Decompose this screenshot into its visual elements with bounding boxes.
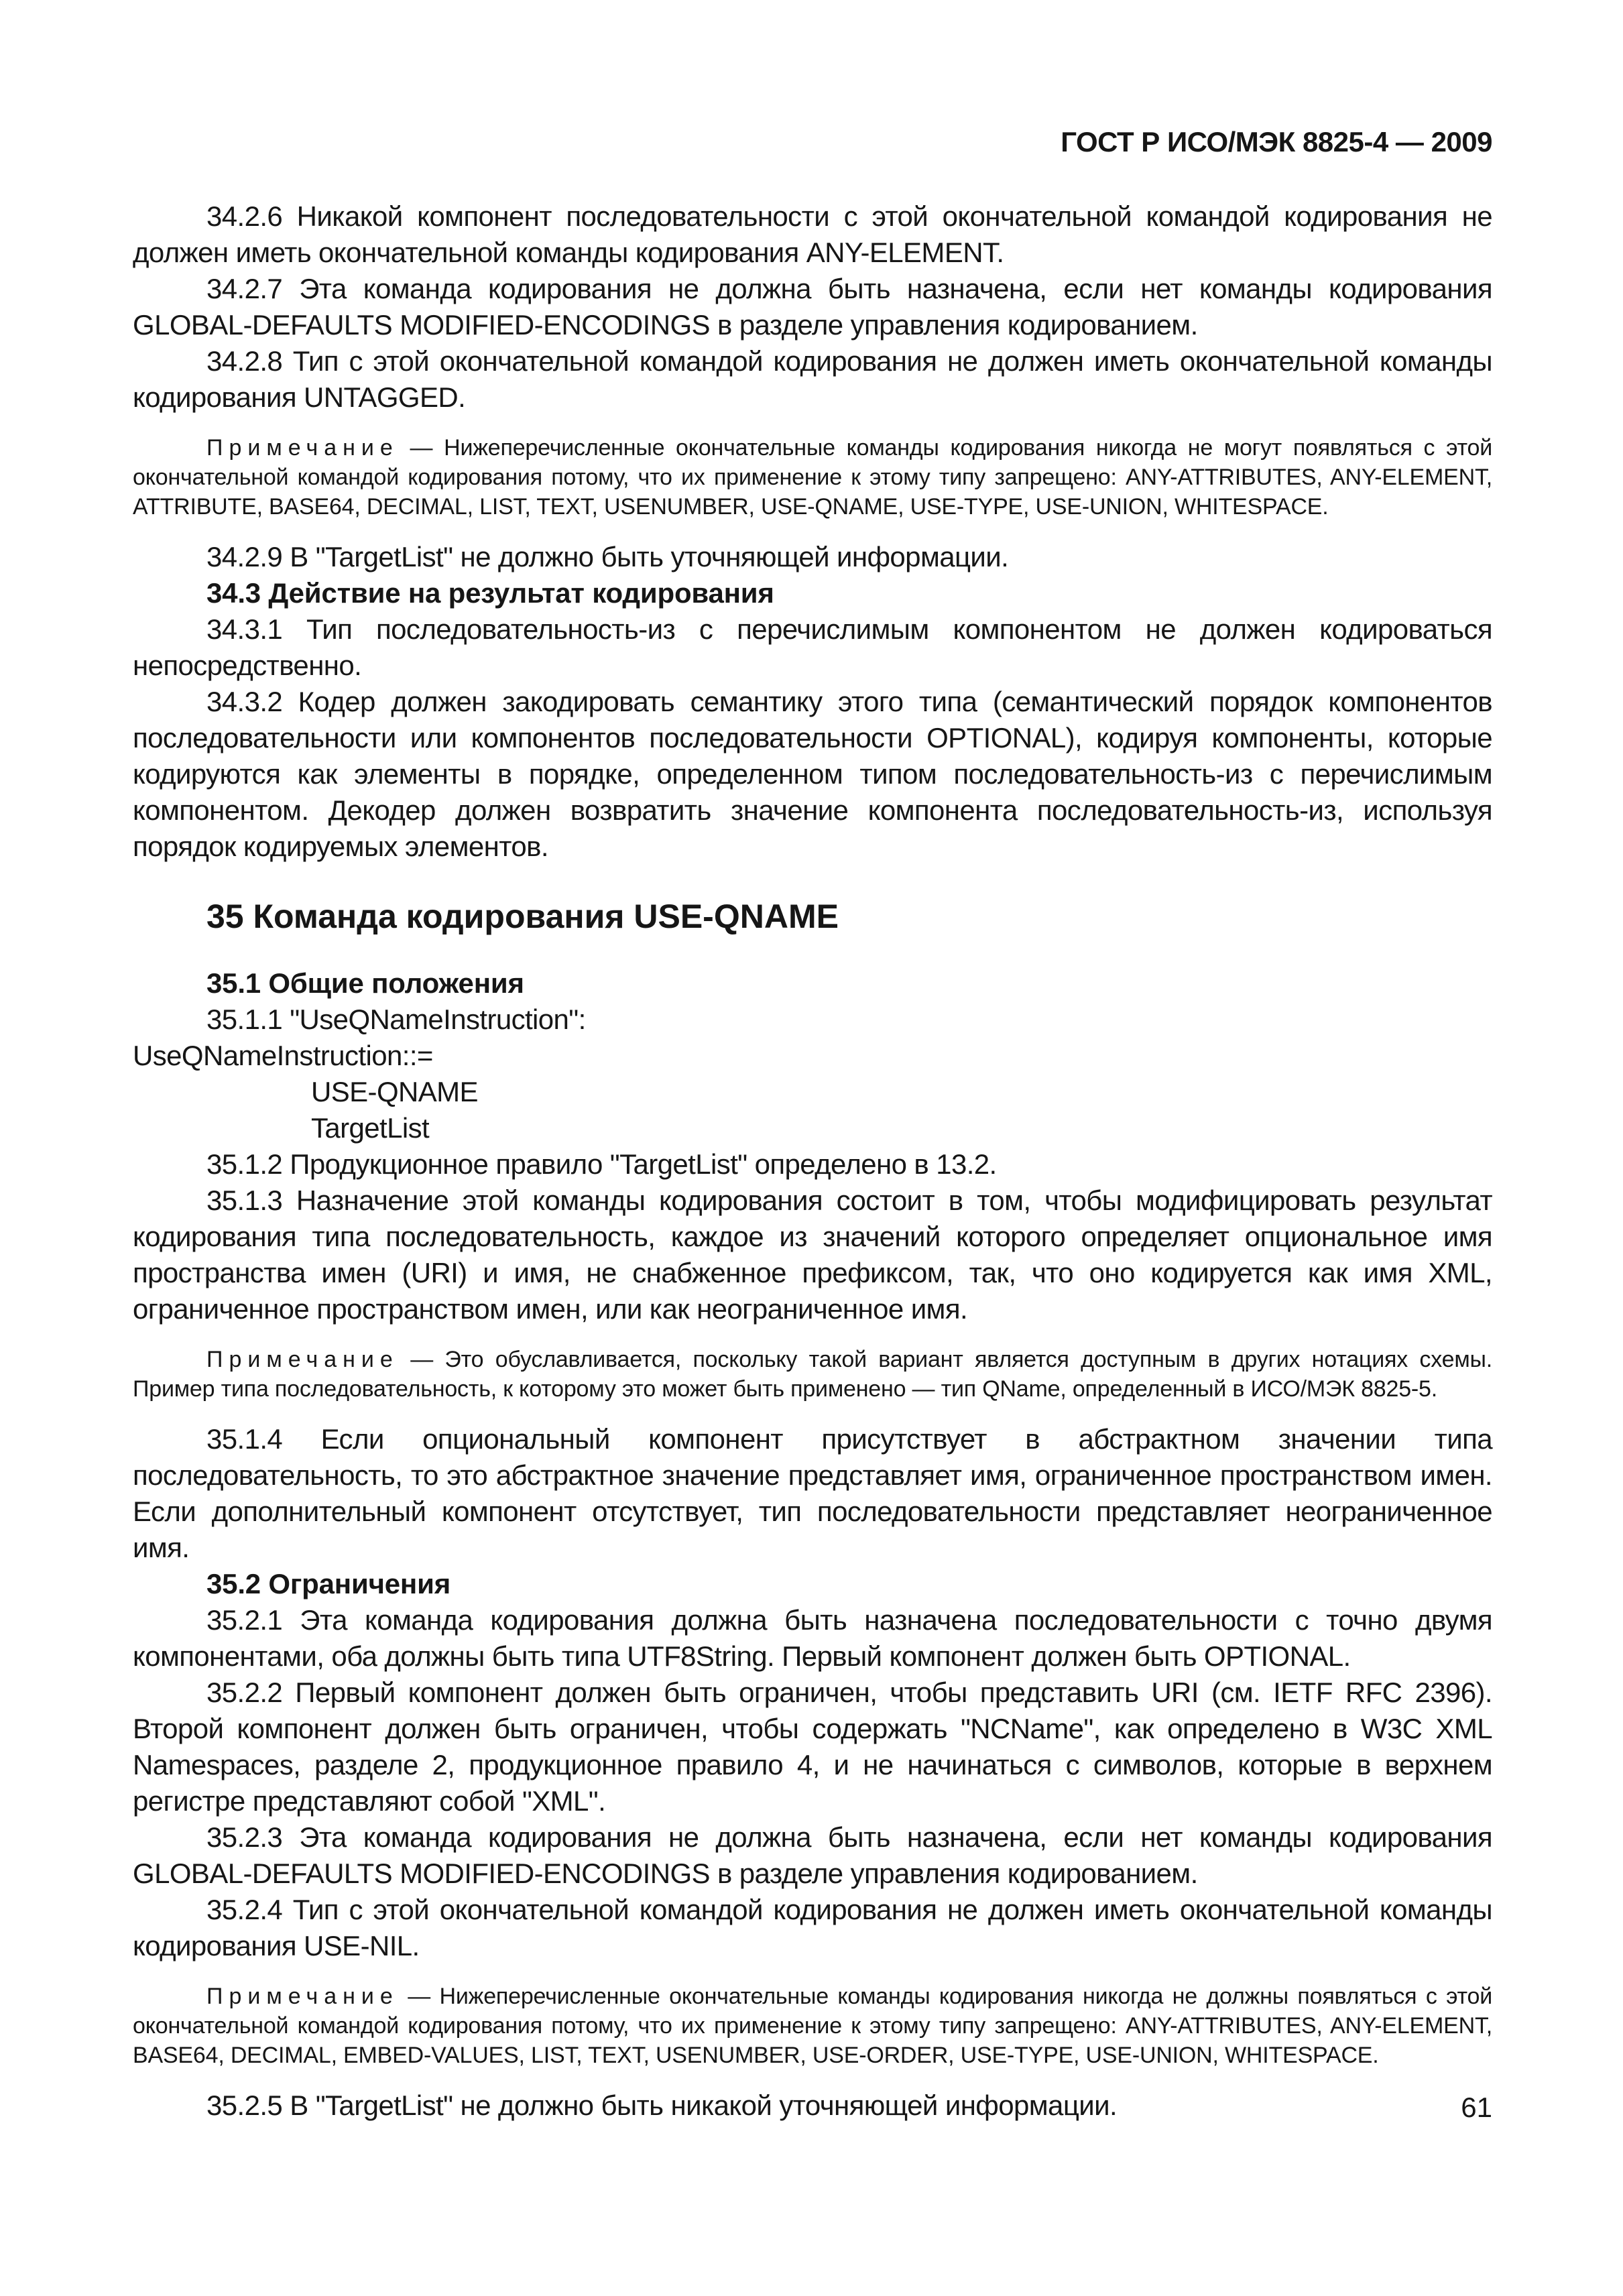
note-1: [133, 433, 1492, 522]
heading-35-2: 35.2 Ограничения: [206, 1568, 451, 1599]
code-line-1: UseQNameInstruction::=: [133, 1040, 433, 1071]
paragraph-34-2-9: 34.2.9 В "TargetList" не должно быть уточняющей информации.: [206, 541, 1009, 572]
note-2: [133, 1345, 1492, 1404]
document-header: ГОСТ Р ИСО/МЭК 8825-4 — 2009: [1061, 126, 1492, 158]
note-text: — Это обуславливается, поскольку такой вариант является доступным в других нотациях схемы. Пример типа последовательность, к которому это может быть применено — тип QName, определенный в ИСО/МЭК 8825-5.: [133, 1347, 1492, 1402]
paragraph-35-1-3: 35.1.3 Назначение этой команды кодирования состоит в том, чтобы модифицировать результат кодирования типа последовательность, каждое из значений которого определяет опциональное имя пространства имен (URI) и имя, не снабженное префиксом, так, что оно кодируется как имя XML, ограниченное пространством имен, или как неограниченное имя.: [133, 1185, 1492, 1325]
note-label: Примечание: [206, 1984, 399, 2009]
paragraph-35-2-3: 35.2.3 Эта команда кодирования не должна быть назначена, если нет команды кодирования GLOBAL-DEFAULTS MODIFIED-ENCODINGS в разделе управления кодированием.: [133, 1821, 1492, 1889]
paragraph-35-2-5: 35.2.5 В "TargetList" не должно быть никакой уточняющей информации.: [206, 2090, 1118, 2121]
paragraph-34-2-6: 34.2.6 Никакой компонент последовательности с этой окончательной командой кодирования не должен иметь окончательной команды кодирования ANY-ELEMENT.: [133, 200, 1492, 268]
section-heading-35: 35 Команда кодирования USE-QNAME: [206, 898, 839, 935]
document-body: [133, 198, 1492, 2124]
code-line-3: TargetList: [311, 1112, 430, 1144]
document-page: [133, 0, 1492, 2296]
paragraph-35-1-4: 35.1.4 Если опциональный компонент присутствует в абстрактном значении типа последовательность, то это абстрактное значение представляет имя, ограниченное пространством имен. Если дополнительный компонент отсутствует, тип последовательности представляет неограниченное имя.: [133, 1423, 1492, 1563]
paragraph-34-2-7: 34.2.7 Эта команда кодирования не должна быть назначена, если нет команды кодирования GLOBAL-DEFAULTS MODIFIED-ENCODINGS в разделе управления кодированием.: [133, 273, 1492, 341]
paragraph-34-3-2: 34.3.2 Кодер должен закодировать семантику этого типа (семантический порядок компонентов последовательности или компонентов последовательности OPTIONAL), кодируя компоненты, которые кодируются как элементы в порядке, определенном типом последовательность-из с перечислимым компонентом. Декодер должен возвратить значение компонента последовательность-из, используя порядок кодируемых элементов.: [133, 686, 1492, 862]
note-label: Примечание: [206, 1347, 399, 1372]
page-number: 61: [1461, 2092, 1492, 2123]
heading-34-3: 34.3 Действие на результат кодирования: [206, 577, 774, 609]
paragraph-35-2-2: 35.2.2 Первый компонент должен быть ограничен, чтобы представить URI (см. IETF RFC 2396). Второй компонент должен быть ограничен, чтобы содержать "NCName", как определено в W3C XML Namespaces, разделе 2, продукционное правило 4, и не начинаться с символов, которые в верхнем регистре представляют собой "XML".: [133, 1677, 1492, 1817]
note-text: — Нижеперечисленные окончательные команды кодирования никогда не должны появляться с этой окончательной командой кодирования потому, что их применение к этому типу запрещено: ANY-ATTRIBUTES, ANY-ELEMENT, BASE64, DECIMAL, EMBED-VALUES, LIST, TEXT, USENUMBER, USE-ORDER, USE-TYPE, USE-UNION, WHITESPACE.: [133, 1984, 1492, 2068]
paragraph-35-1-2: 35.1.2 Продукционное правило "TargetList" определено в 13.2.: [206, 1148, 997, 1180]
code-line-2: USE-QNAME: [311, 1076, 478, 1107]
note-label: Примечание: [206, 435, 399, 461]
paragraph-35-2-4: 35.2.4 Тип с этой окончательной командой кодирования не должен иметь окончательной команды кодирования USE-NIL.: [133, 1894, 1492, 1961]
paragraph-34-3-1: 34.3.1 Тип последовательность-из с перечислимым компонентом не должен кодироваться непосредственно.: [133, 613, 1492, 681]
heading-35-1: 35.1 Общие положения: [206, 967, 524, 999]
paragraph-34-2-8: 34.2.8 Тип с этой окончательной командой кодирования не должен иметь окончательной команды кодирования UNTAGGED.: [133, 345, 1492, 413]
paragraph-35-2-1: 35.2.1 Эта команда кодирования должна быть назначена последовательности с точно двумя компонентами, оба должны быть типа UTF8String. Первый компонент должен быть OPTIONAL.: [133, 1604, 1492, 1672]
note-text: — Нижеперечисленные окончательные команды кодирования никогда не могут появляться с этой окончательной командой кодирования потому, что их применение к этому типу запрещено: ANY-ATTRIBUTES, ANY-ELEMENT, ATTRIBUTE, BASE64, DECIMAL, LIST, TEXT, USENUMBER, USE-QNAME, USE-TYPE, USE-UNION, WHITESPACE.: [133, 435, 1492, 520]
paragraph-35-1-1: 35.1.1 "UseQNameInstruction":: [206, 1004, 586, 1035]
note-3: [133, 1982, 1492, 2070]
